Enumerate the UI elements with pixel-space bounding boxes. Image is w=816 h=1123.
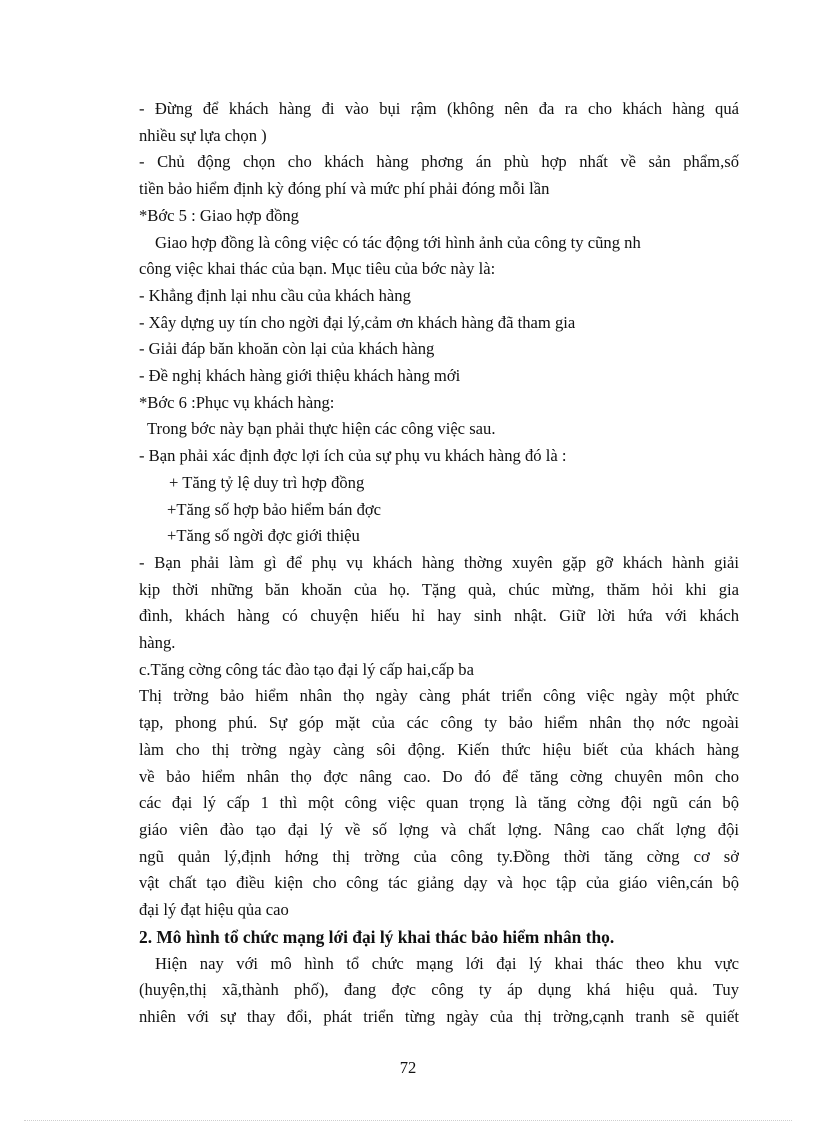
text-line: làm cho thị trờng ngày càng sôi động. Kiến thức hiệu biết của khách hàng [139,739,739,759]
list-item: - Giải đáp băn khoăn còn lại của khách hàng [139,339,435,359]
text-line: nhiều sự lựa chọn ) [139,125,267,145]
page-bottom-divider [24,1120,792,1121]
text-line: Trong bớc này bạn phải thực hiện các công việc sau. [147,419,496,439]
text-line: tạp, phong phú. Sự góp mặt của các công ty bảo hiểm nhân thọ nớc ngoài [139,713,739,733]
section-c-heading: c.Tăng cờng công tác đào tạo đại lý cấp hai,cấp ba [139,659,474,679]
text-line: - Bạn phải làm gì để phụ vụ khách hàng thờng xuyên gặp gỡ khách hành giải [139,552,739,572]
text-line: tiền bảo hiểm định kỳ đóng phí và mức phí phải đóng mỗi lần [139,179,550,199]
section-2-heading: 2. Mô hình tổ chức mạng lới đại lý khai thác bảo hiểm nhân thọ. [139,926,615,947]
text-line: - Chủ động chọn cho khách hàng phơng án phù hợp nhất về sản phẩm,số [139,152,739,172]
body-text [139,96,739,1031]
text-line: đại lý đạt hiệu qủa cao [139,900,289,920]
sub-list-item: +Tăng số hợp bảo hiểm bán đợc [167,499,382,519]
step-6-heading: *Bớc 6 :Phục vụ khách hàng: [139,392,335,412]
list-item: - Xây dựng uy tín cho ngời đại lý,cảm ơn khách hàng đã tham gia [139,312,576,332]
text-line: ngũ quản lý,định hớng thị trờng của công ty.Đồng thời tăng cờng cơ sở [139,846,739,866]
text-line: Thị trờng bảo hiểm nhân thọ ngày càng phát triển công việc ngày một phức [139,686,739,706]
list-item: - Bạn phải xác định đợc lợi ích của sự phụ vu khách hàng đó là : [139,446,567,466]
list-item: - Khẳng định lại nhu cầu của khách hàng [139,285,411,305]
text-line: nhiên với sự thay đổi, phát triển từng ngày của thị trờng,cạnh tranh sẽ quiết [139,1006,739,1026]
text-line: hàng. [139,633,176,653]
text-line: giáo viên đào tạo đại lý về số lợng và chất lợng. Nâng cao chất lợng đội [139,819,739,839]
text-line: về bảo hiểm nhân thọ đợc nâng cao. Do đó để tăng cờng chuyên môn cho [139,766,739,786]
sub-list-item: + Tăng tỷ lệ duy trì hợp đồng [169,472,365,492]
text-line: công việc khai thác của bạn. Mục tiêu của bớc này là: [139,259,496,279]
text-line: kịp thời những băn khoăn của họ. Tặng quà, chúc mừng, thăm hỏi khi gia [139,579,739,599]
step-5-heading: *Bớc 5 : Giao hợp đồng [139,205,299,225]
text-line: đình, khách hàng có chuyện hiếu hỉ hay sinh nhật. Giữ lời hứa với khách [139,606,739,626]
text-line: các đại lý cấp 1 thì một công việc quan trọng là tăng cờng đội ngũ cán bộ [139,793,739,813]
text-line: Hiện nay với mô hình tổ chức mạng lới đại lý khai thác theo khu vực [155,953,739,973]
text-line: (huyện,thị xã,thành phố), đang đợc công ty áp dụng khá hiệu quả. Tuy [139,980,739,1000]
text-line: vật chất tạo điều kiện cho công tác giảng dạy và học tập của giáo viên,cán bộ [139,873,739,893]
text-line: Giao hợp đồng là công việc có tác động tới hình ảnh của công ty cũng nh [155,232,641,252]
list-item: - Đề nghị khách hàng giới thiệu khách hàng mới [139,366,461,386]
page-number: 72 [399,1058,417,1077]
sub-list-item: +Tăng số ngời đợc giới thiệu [167,526,360,546]
text-line: - Đừng để khách hàng đi vào bụi rậm (không nên đa ra cho khách hàng quá [139,99,739,118]
